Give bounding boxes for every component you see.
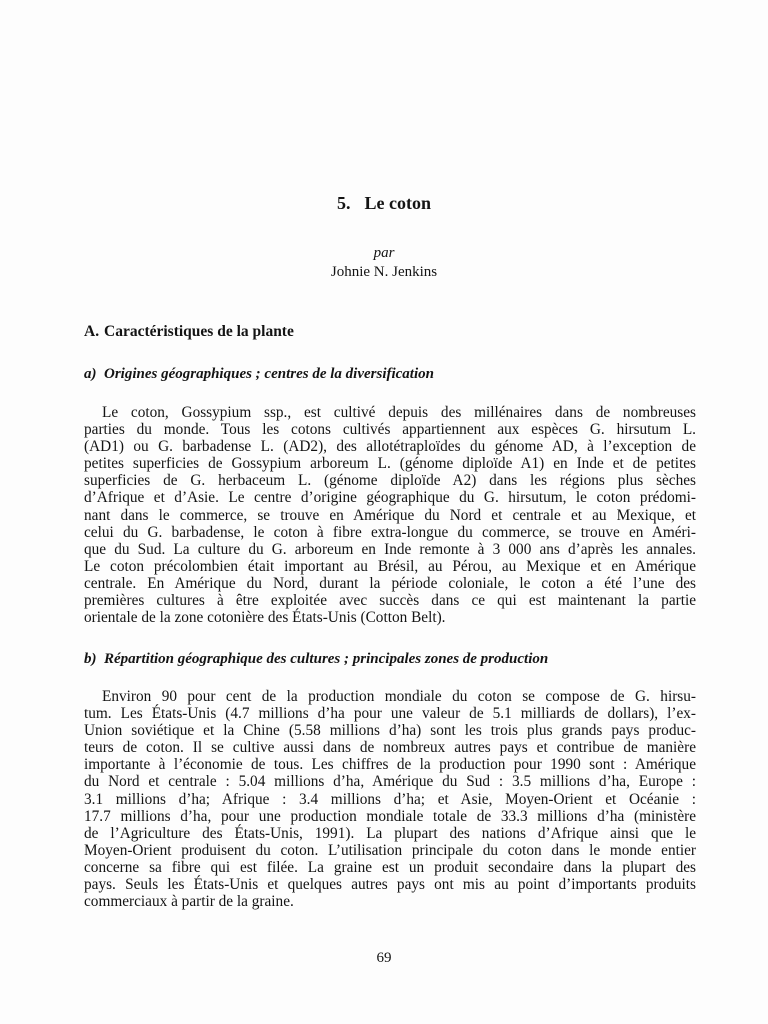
author-name: Johnie N. Jenkins <box>330 264 438 280</box>
chapter-number: 5. <box>337 193 351 213</box>
subsection-label: a) <box>84 366 97 382</box>
subsection-label: b) <box>84 651 97 667</box>
text-line: 3.1 millions d’ha; Afrique : 3.4 millions d’ha; et Asie, Moyen-Orient et Océanie : <box>84 790 696 808</box>
text-line: premières cultures à être exploitée avec succès dans ce qui est maintenant la partie <box>84 592 696 610</box>
text-line: concerne sa fibre qui est filée. La graine est un produit secondaire dans la plupart des <box>84 858 696 876</box>
text-line: Le coton, Gossypium ssp., est cultivé depuis des millénaires dans de nombreuses <box>102 404 696 421</box>
text-line: pays. Seuls les États-Unis et quelques autres pays ont mis au point d’importants produits <box>84 876 696 894</box>
text-line: parties du monde. Tous les cotons cultivés appartiennent aux espèces G. hirsutum L. <box>84 421 696 439</box>
text-line: Moyen-Orient produisent du coton. L’utilisation principale du coton dans le monde entier <box>84 841 696 859</box>
page-number: 69 <box>376 950 392 966</box>
subsection-title: Origines géographiques ; centres de la diversification <box>104 366 434 382</box>
subsection-heading-b <box>84 651 548 668</box>
chapter-title-text: Le coton <box>364 193 431 213</box>
paragraph-origins <box>84 404 696 626</box>
text-line: celui du G. barbadense, le coton à fibre extra-longue du commerce, se trouve en Améri- <box>84 523 696 541</box>
text-line: Environ 90 pour cent de la production mondiale du coton se compose de G. hirsu- <box>102 688 696 705</box>
text-line: de l’Agriculture des États-Unis, 1991). La plupart des nations d’Afrique ainsi que le <box>84 824 696 842</box>
text-line: importante à l’économie de tous. Les chiffres de la production pour 1990 sont : Amérique <box>84 756 696 774</box>
text-line: nant dans le commerce, se trouve en Amérique du Nord et centrale et au Mexique, et <box>84 506 696 524</box>
text-line: commerciaux à partir de la graine. <box>84 893 294 911</box>
text-line: d’Afrique et d’Asie. Le centre d’origine géographique du G. hirsutum, le coton prédomi- <box>84 489 696 507</box>
text-line: du Nord et centrale : 5.04 millions d’ha, Amérique du Sud : 3.5 millions d’ha, Europe : <box>84 773 696 791</box>
section-label: A. <box>84 323 100 340</box>
text-line: teurs de coton. Il se cultive aussi dans de nombreux autres pays et contribue de manière <box>84 739 696 757</box>
text-line: 17.7 millions d’ha, pour une production mondiale totale de 33.3 millions d’ha (ministère <box>84 807 696 825</box>
section-title: Caractéristiques de la plante <box>104 323 294 340</box>
text-line: tum. Les États-Unis (4.7 millions d’ha pour une valeur de 5.1 milliards de dollars), l’ex- <box>84 705 696 723</box>
subsection-title: Répartition géographique des cultures ; principales zones de production <box>104 651 549 667</box>
text-line: superficies de G. herbaceum L. (génome diploïde A2) dans les régions plus sèches <box>84 472 696 490</box>
text-line: (AD1) ou G. barbadense L. (AD2), des allotétraploïdes du génome AD, à l’exception de <box>84 438 696 456</box>
text-line: centrale. En Amérique du Nord, durant la période coloniale, le coton a été l’une des <box>84 574 696 592</box>
chapter-title <box>0 193 768 214</box>
text-line: Union soviétique et la Chine (5.58 millions d’ha) sont les trois plus grands pays produc- <box>84 722 696 740</box>
section-heading <box>84 323 294 341</box>
byline-par: par <box>373 245 395 261</box>
text-line: Le coton précolombien était important au Brésil, au Pérou, au Mexique et en Amérique <box>84 557 696 575</box>
subsection-heading-a <box>84 366 434 383</box>
text-line: orientale de la zone cotonière des États-Unis (Cotton Belt). <box>84 609 446 627</box>
text-line: que du Sud. La culture du G. arboreum en Inde remonte à 3 000 ans d’après les annales. <box>84 540 696 558</box>
text-line: petites superficies de Gossypium arboreum L. (génome diploïde A1) en Inde et de petites <box>84 455 696 473</box>
paragraph-distribution <box>84 688 696 910</box>
